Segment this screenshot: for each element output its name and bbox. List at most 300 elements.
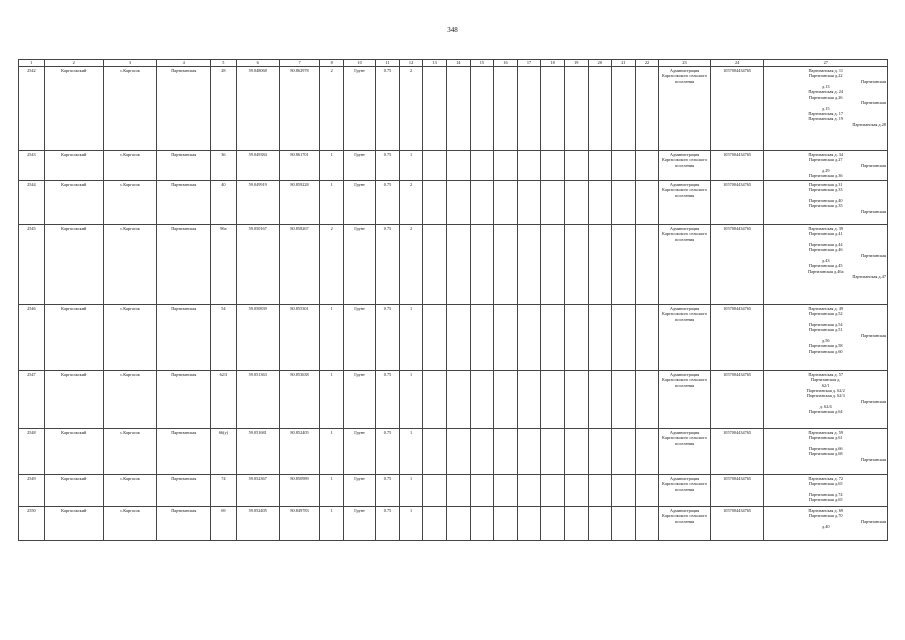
cell-empty [612, 428, 636, 474]
cell-empty [494, 224, 518, 304]
cell-owner: Администрация Каргасокского сельского поселения [659, 506, 710, 540]
cell-empty [612, 180, 636, 224]
cell-district: Каргасокский [44, 224, 103, 304]
cell-inn: 1057004434765 [710, 180, 764, 224]
address-line: Партизанская д.52 [808, 311, 843, 317]
cell-owner: Администрация Каргасокского сельского поселения [659, 67, 710, 151]
cell-street: Партизанская [157, 428, 211, 474]
cell-lat: 59.051363 [236, 370, 279, 428]
cell-c10: Грунт [344, 370, 376, 428]
cell-empty [517, 304, 541, 370]
cell-empty [494, 370, 518, 428]
address-line: Партизанская д. 17 [808, 110, 844, 116]
cell-c8: 1 [320, 474, 344, 506]
cell-owner: Администрация Каргасокского сельского поселения [659, 428, 710, 474]
column-number: 15 [470, 60, 494, 67]
cell-inn: 1057004434765 [710, 370, 764, 428]
address-line: Партизанская д. 49 [808, 305, 844, 311]
address-line: Партизанская [861, 162, 886, 168]
cell-empty [564, 224, 588, 304]
cell-c10: Грунт [344, 180, 376, 224]
column-number: 1 [19, 60, 45, 67]
cell-c8: 1 [320, 428, 344, 474]
cell-c8: 2 [320, 67, 344, 151]
cell-c11: 0.75 [376, 506, 400, 540]
cell-inn: 1057004434765 [710, 67, 764, 151]
cell-c12: 2 [399, 224, 423, 304]
cell-empty [612, 67, 636, 151]
cell-inn: 1057004434765 [710, 304, 764, 370]
cell-lat: 59.052405 [236, 506, 279, 540]
cell-addresses [764, 224, 888, 304]
cell-street: Партизанская [157, 304, 211, 370]
cell-empty [588, 180, 612, 224]
cell-c8: 1 [320, 304, 344, 370]
cell-empty [564, 304, 588, 370]
address-line: Партизанская д.65 [808, 481, 843, 487]
address-line: Партизанская д.41 [808, 231, 843, 237]
table-row [19, 151, 888, 181]
cell-addresses [764, 180, 888, 224]
column-number: 4 [157, 60, 211, 67]
cell-empty [423, 474, 447, 506]
cell-empty [423, 428, 447, 474]
cell-empty [541, 224, 565, 304]
cell-empty [470, 506, 494, 540]
address-line: Партизанская д.58 [808, 343, 843, 349]
cell-empty [635, 67, 659, 151]
cell-empty [635, 506, 659, 540]
address-line: Партизанская д.33 [808, 187, 843, 193]
address-line: Партизанская [861, 332, 886, 338]
cell-empty [470, 151, 494, 181]
cell-lat: 59.050839 [236, 304, 279, 370]
cell-empty [612, 224, 636, 304]
table-row [19, 506, 888, 540]
cell-c10: Грунт [344, 224, 376, 304]
address-line: Партизанская д.68 [808, 451, 843, 457]
cell-inn: 1057004434765 [710, 474, 764, 506]
cell-district: Каргасокский [44, 151, 103, 181]
cell-c12: 1 [399, 151, 423, 181]
cell-num: 2544 [19, 180, 45, 224]
column-number: 2 [44, 60, 103, 67]
cell-empty [494, 180, 518, 224]
address-line: Партизанская д.27 [808, 157, 843, 163]
cell-empty [635, 180, 659, 224]
cell-empty [612, 304, 636, 370]
cell-empty [446, 506, 470, 540]
address-line: Партизанская д. 62/3 [806, 393, 845, 399]
cell-owner: Администрация Каргасокского сельского поселения [659, 474, 710, 506]
cell-empty [494, 506, 518, 540]
cell-street: Партизанская [157, 151, 211, 181]
column-number: 5 [211, 60, 237, 67]
address-line: д.56 [821, 337, 830, 343]
address-line: Партизанская д.31 [808, 181, 843, 187]
table-row [19, 224, 888, 304]
cell-settlement: с.Каргасок [103, 304, 157, 370]
cell-empty [635, 151, 659, 181]
address-line: Партизанская д. 19 [808, 116, 844, 122]
cell-owner: Администрация Каргасокского сельского поселения [659, 180, 710, 224]
address-line: Партизанская д.65 [808, 497, 843, 503]
column-number: 8 [320, 60, 344, 67]
cell-empty [494, 151, 518, 181]
cell-district: Каргасокский [44, 67, 103, 151]
cell-empty [588, 370, 612, 428]
cell-house: 36 [211, 151, 237, 181]
cell-c8: 1 [320, 151, 344, 181]
cell-empty [446, 474, 470, 506]
address-line: Партизанская д.44 [808, 241, 843, 247]
cell-c12: 1 [399, 428, 423, 474]
cell-c12: 1 [399, 304, 423, 370]
cell-lat: 59.052367 [236, 474, 279, 506]
cell-empty [494, 67, 518, 151]
cell-empty [564, 474, 588, 506]
cell-inn: 1057004434765 [710, 151, 764, 181]
cell-empty [635, 304, 659, 370]
cell-num: 2549 [19, 474, 45, 506]
cell-c12: 2 [399, 180, 423, 224]
cell-house: 28 [211, 67, 237, 151]
cell-empty [588, 151, 612, 181]
address-line: Партизанская д. 39 [808, 225, 844, 231]
cell-empty [423, 224, 447, 304]
column-number: 12 [399, 60, 423, 67]
cell-empty [541, 180, 565, 224]
cell-empty [612, 474, 636, 506]
address-line: Партизанская д. 11 [808, 68, 843, 73]
column-number: 16 [494, 60, 518, 67]
cell-empty [564, 506, 588, 540]
address-line: д.40 [821, 523, 830, 529]
column-number: 6 [236, 60, 279, 67]
cell-c8: 2 [320, 224, 344, 304]
cell-c10: Грунт [344, 474, 376, 506]
column-number: 10 [344, 60, 376, 67]
cell-empty [612, 370, 636, 428]
table-row [19, 180, 888, 224]
address-line: Партизанская д.70 [808, 513, 843, 519]
address-line: Партизанская д.36 [808, 173, 843, 179]
address-line: Партизанская д.74 [808, 491, 843, 497]
cell-district: Каргасокский [44, 506, 103, 540]
cell-empty [470, 370, 494, 428]
cell-house: 54 [211, 304, 237, 370]
address-line: Партизанская д.64 [808, 409, 843, 415]
cell-num: 2547 [19, 370, 45, 428]
column-number: 18 [541, 60, 565, 67]
table-row [19, 428, 888, 474]
cell-empty [541, 304, 565, 370]
cell-empty [423, 180, 447, 224]
cell-empty [446, 67, 470, 151]
cell-settlement: с.Каргасок [103, 506, 157, 540]
cell-empty [423, 370, 447, 428]
cell-street: Партизанская [157, 67, 211, 151]
address-line: Партизанская д.45 [808, 263, 843, 269]
cell-settlement: с.Каргасок [103, 180, 157, 224]
cell-empty [564, 180, 588, 224]
container-sites-table [18, 59, 888, 541]
cell-empty [470, 67, 494, 151]
cell-num: 2546 [19, 304, 45, 370]
cell-house: 40 [211, 180, 237, 224]
table-row [19, 304, 888, 370]
cell-empty [588, 506, 612, 540]
cell-addresses [764, 474, 888, 506]
cell-c10: Грунт [344, 67, 376, 151]
cell-c11: 0.75 [376, 151, 400, 181]
cell-empty [423, 67, 447, 151]
cell-empty [470, 428, 494, 474]
page-number: 348 [447, 26, 458, 34]
cell-lat: 59.049384 [236, 151, 279, 181]
cell-lon: 80.852405 [279, 428, 320, 474]
cell-c11: 0.75 [376, 428, 400, 474]
cell-house: 74 [211, 474, 237, 506]
address-line: Партизанская д.46 [808, 247, 843, 253]
cell-c11: 0.75 [376, 304, 400, 370]
cell-district: Каргасокский [44, 180, 103, 224]
column-number: 13 [423, 60, 447, 67]
cell-c11: 0.75 [376, 370, 400, 428]
cell-house: 66(у) [211, 428, 237, 474]
cell-empty [470, 474, 494, 506]
header-row [19, 60, 888, 67]
address-line: Партизанская д. 59 [808, 429, 844, 435]
cell-settlement: с.Каргасок [103, 370, 157, 428]
cell-owner: Администрация Каргасокского сельского поселения [659, 304, 710, 370]
cell-empty [517, 224, 541, 304]
cell-empty [517, 370, 541, 428]
cell-empty [470, 224, 494, 304]
address-line: Партизанская д.40 [808, 197, 843, 203]
address-line: д.29 [821, 168, 830, 174]
cell-empty [517, 180, 541, 224]
cell-empty [423, 506, 447, 540]
cell-empty [541, 428, 565, 474]
cell-empty [494, 428, 518, 474]
address-line: Партизанская [861, 78, 886, 84]
cell-empty [517, 474, 541, 506]
cell-district: Каргасокский [44, 428, 103, 474]
cell-lat: 59.051681 [236, 428, 279, 474]
cell-empty [541, 370, 565, 428]
cell-empty [635, 370, 659, 428]
address-line: Партизанская [861, 456, 886, 462]
cell-num: 2545 [19, 224, 45, 304]
cell-addresses [764, 428, 888, 474]
cell-settlement: с.Каргасок [103, 151, 157, 181]
cell-addresses [764, 506, 888, 540]
cell-settlement: с.Каргасок [103, 428, 157, 474]
cell-empty [446, 180, 470, 224]
column-number: 7 [279, 60, 320, 67]
cell-empty [635, 428, 659, 474]
cell-empty [494, 304, 518, 370]
address-line: Партизанская д. 24 [808, 89, 844, 95]
cell-addresses [764, 304, 888, 370]
address-line: Партизанская [861, 208, 886, 214]
cell-c8: 1 [320, 370, 344, 428]
cell-empty [635, 474, 659, 506]
cell-house: 62/3 [211, 370, 237, 428]
address-line: Партизанская д.54 [808, 321, 843, 327]
cell-owner: Администрация Каргасокского сельского поселения [659, 151, 710, 181]
cell-inn: 1057004434765 [710, 506, 764, 540]
cell-settlement: с.Каргасок [103, 474, 157, 506]
cell-owner: Администрация Каргасокского сельского поселения [659, 224, 710, 304]
cell-empty [517, 151, 541, 181]
column-number: 14 [446, 60, 470, 67]
cell-empty [564, 370, 588, 428]
cell-empty [564, 67, 588, 151]
address-line: д. 62/4 [819, 403, 832, 409]
column-number: 11 [376, 60, 400, 67]
cell-street: Партизанская [157, 474, 211, 506]
address-line: д.15 [821, 105, 830, 111]
table-row [19, 370, 888, 428]
cell-empty [494, 474, 518, 506]
address-line: д.13 [821, 84, 830, 90]
address-line: Партизанская д. [811, 377, 841, 383]
cell-lon: 80.859228 [279, 180, 320, 224]
column-number: 21 [612, 60, 636, 67]
cell-empty [470, 180, 494, 224]
column-number: 22 [635, 60, 659, 67]
cell-num: 2543 [19, 151, 45, 181]
cell-c8: 1 [320, 506, 344, 540]
cell-empty [423, 151, 447, 181]
table-row [19, 474, 888, 506]
address-line: Партизанская [861, 518, 886, 524]
cell-district: Каргасокский [44, 474, 103, 506]
address-line: Партизанская [861, 100, 886, 106]
address-line: Партизанская д.35 [808, 203, 843, 209]
cell-lat: 59.048068 [236, 67, 279, 151]
cell-c10: Грунт [344, 151, 376, 181]
cell-settlement: с.Каргасок [103, 67, 157, 151]
cell-house: 69 [211, 506, 237, 540]
cell-empty [588, 304, 612, 370]
cell-lon: 80.861701 [279, 151, 320, 181]
column-number: 17 [517, 60, 541, 67]
cell-empty [470, 304, 494, 370]
cell-num: 2542 [19, 67, 45, 151]
cell-empty [517, 506, 541, 540]
cell-empty [446, 151, 470, 181]
cell-empty [541, 151, 565, 181]
cell-c8: 1 [320, 180, 344, 224]
cell-c12: 2 [399, 67, 423, 151]
table-row [19, 67, 888, 151]
cell-district: Каргасокский [44, 370, 103, 428]
cell-empty [635, 224, 659, 304]
address-line: Партизанская д. 72 [808, 475, 844, 481]
cell-empty [564, 428, 588, 474]
address-line: Партизанская д.47 [852, 274, 886, 280]
address-line: Партизанская д.46а [807, 268, 844, 274]
cell-empty [612, 506, 636, 540]
column-number: 27 [764, 60, 888, 67]
column-number: 20 [588, 60, 612, 67]
address-line: Партизанская д. 34 [808, 152, 844, 157]
cell-empty [423, 304, 447, 370]
address-line: Партизанская [861, 398, 886, 404]
cell-lon: 80.849783 [279, 506, 320, 540]
cell-empty [446, 370, 470, 428]
column-number: 24 [710, 60, 764, 67]
cell-c11: 0.75 [376, 474, 400, 506]
cell-empty [588, 474, 612, 506]
cell-c12: 1 [399, 370, 423, 428]
cell-empty [588, 67, 612, 151]
cell-lat: 59.050167 [236, 224, 279, 304]
address-line: Партизанская д.28 [852, 121, 886, 127]
cell-lat: 59.049919 [236, 180, 279, 224]
address-line: Партизанская д.51 [808, 327, 843, 333]
cell-lon: 80.855301 [279, 304, 320, 370]
cell-c11: 0.75 [376, 224, 400, 304]
cell-empty [541, 474, 565, 506]
cell-addresses [764, 67, 888, 151]
cell-num: 2548 [19, 428, 45, 474]
cell-empty [588, 428, 612, 474]
cell-street: Партизанская [157, 180, 211, 224]
address-line: Партизанская [861, 252, 886, 258]
cell-district: Каргасокский [44, 304, 103, 370]
address-line: Партизанская д.66 [808, 445, 843, 451]
cell-empty [588, 224, 612, 304]
cell-c10: Грунт [344, 304, 376, 370]
cell-house: 96а [211, 224, 237, 304]
address-line: Партизанская д.26 [808, 94, 843, 100]
cell-empty [517, 67, 541, 151]
cell-inn: 1057004434765 [710, 428, 764, 474]
column-number: 19 [564, 60, 588, 67]
cell-c11: 0.75 [376, 67, 400, 151]
cell-street: Партизанская [157, 506, 211, 540]
cell-c10: Грунт [344, 428, 376, 474]
address-line: Партизанская д.22 [808, 73, 843, 79]
cell-owner: Администрация Каргасокского сельского поселения [659, 370, 710, 428]
cell-c12: 1 [399, 474, 423, 506]
cell-c12: 1 [399, 506, 423, 540]
address-line: 62/1 [821, 382, 830, 388]
cell-empty [517, 428, 541, 474]
cell-empty [446, 224, 470, 304]
column-number: 23 [659, 60, 710, 67]
cell-c11: 0.75 [376, 180, 400, 224]
cell-settlement: с.Каргасок [103, 224, 157, 304]
cell-empty [446, 304, 470, 370]
cell-empty [446, 428, 470, 474]
cell-empty [541, 67, 565, 151]
cell-lon: 80.862978 [279, 67, 320, 151]
address-line: д.43 [821, 257, 830, 263]
cell-lon: 80.850989 [279, 474, 320, 506]
cell-inn: 1057004434765 [710, 224, 764, 304]
cell-empty [541, 506, 565, 540]
cell-num: 2550 [19, 506, 45, 540]
cell-empty [612, 151, 636, 181]
cell-lon: 80.853638 [279, 370, 320, 428]
cell-lon: 80.858267 [279, 224, 320, 304]
address-line: Партизанская д. 57 [808, 371, 844, 377]
